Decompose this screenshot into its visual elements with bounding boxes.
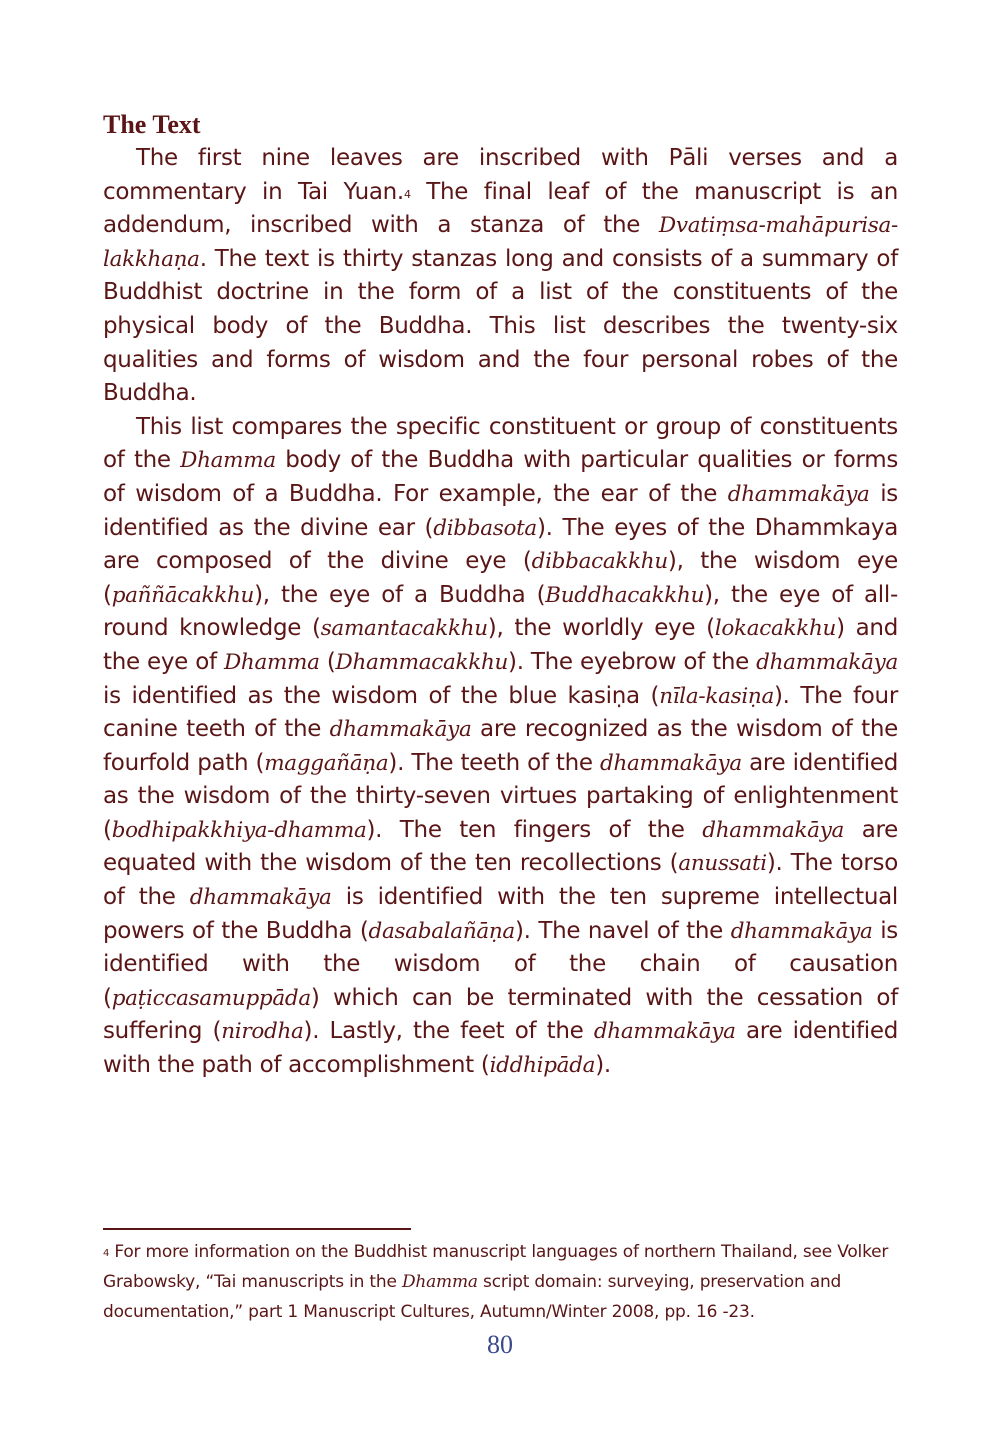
term: Dhamma <box>180 448 276 474</box>
term: nīla-kasiṇa <box>659 683 774 709</box>
term: anussati <box>678 851 767 877</box>
term: paṭiccasamuppāda <box>111 985 311 1011</box>
footnote-term: Dhamma <box>401 1272 478 1292</box>
term: dibbasota <box>433 515 537 541</box>
paragraph-2: This list compares the specific constituent or group of constituents of the Dhamma body of the Buddha with particular qualities or forms of wisdom of a Buddha. For example, the ear of the dhammakāya is identified as the divine ear (dibbasota). The eyes of the Dhammkaya are composed of the divine eye (dibbacakkhu), the wisdom eye (paññācakkhu), the eye of a Buddha (Buddhacakkhu), the eye of all-round knowledge (samantacakkhu), the worldly eye (lokacakkhu) and the eye of Dhamma (Dhammacakkhu). The eyebrow of the dhammakāya is identified as the wisdom of the blue kasiṇa (nīla-kasiṇa). The four canine teeth of the dhammakāya are recognized as the wisdom of the fourfold path (maggañāṇa). The teeth of the dhammakāya are identified as the wisdom of the thirty-seven virtues partaking of enlightenment (bodhipakkhiya-dhamma). The ten fingers of the dhammakāya are equated with the wisdom of the ten recollections (anussati). The torso of the dhammakāya is identified with the ten supreme intellectual powers of the Buddha (dasabalañāṇa). The navel of the dhammakāya is identified with the wisdom of the chain of causation (paṭiccasamuppāda) which can be terminated with the cessation of suffering (nirodha). Lastly, the feet of the dhammakāya are identified with the path of accomplishment (iddhipāda). <box>103 413 899 1079</box>
term: dibbacakkhu <box>531 549 668 575</box>
term: maggañāṇa <box>264 750 389 776</box>
term: dasabalañāṇa <box>368 918 515 944</box>
term: Buddhacakkhu <box>545 582 705 608</box>
term: dhammakāya <box>727 481 870 507</box>
term: paññācakkhu <box>111 582 255 608</box>
term: dhammakāya <box>189 885 332 911</box>
body-text <box>103 142 898 1083</box>
term: dhammakāya <box>730 918 873 944</box>
paragraph-1: The first nine leaves are inscribed with Pāli verses and a commentary in Tai Yuan.$^4$ The final leaf of the manuscript is an addendum, inscribed with a stanza of the Dvatiṃsa-mahāpurisa-lakkhaṇa. The text is thirty stanzas long and consists of a summary of Buddhist doctrine in the form of a list of the constituents of the physical body of the Buddha. This list describes the twenty-six qualities and forms of wisdom and the four personal robes of the Buddha. <box>103 145 898 407</box>
term: iddhipāda <box>489 1053 596 1079</box>
term: Dhamma <box>223 649 320 675</box>
term: dhammakāya <box>329 717 472 743</box>
footnote: $^4$ For more information on the Buddhist manuscript languages of northern Thailand, see Volker Grabowsky, “Tai manuscripts in the Dhamma script domain: surveying, preservation and documentation,” part 1 Manuscript Cultures, Autumn/Winter 2008, pp. 16 -23. <box>103 1242 889 1322</box>
page-number: 80 <box>487 1330 513 1359</box>
footnote-number: 4 <box>103 1248 110 1259</box>
term: dhammakāya <box>756 649 899 675</box>
term: samantacakkhu <box>320 616 488 642</box>
section-heading: The Text <box>103 110 201 139</box>
term: Dhammacakkhu <box>335 649 509 675</box>
term: Dvatiṃsa-mahāpurisa-lakkhaṇa <box>103 213 898 272</box>
term: dhammakāya <box>593 1019 736 1045</box>
term: dhammakāya <box>702 817 845 843</box>
term: lokacakkhu <box>714 616 837 642</box>
footnote-ref[interactable]: 4 <box>403 187 411 201</box>
term: bodhipakkhiya-dhamma <box>111 817 367 843</box>
footnote-divider <box>103 1228 411 1230</box>
term: nirodha <box>221 1019 304 1045</box>
term: dhammakāya <box>600 750 742 776</box>
